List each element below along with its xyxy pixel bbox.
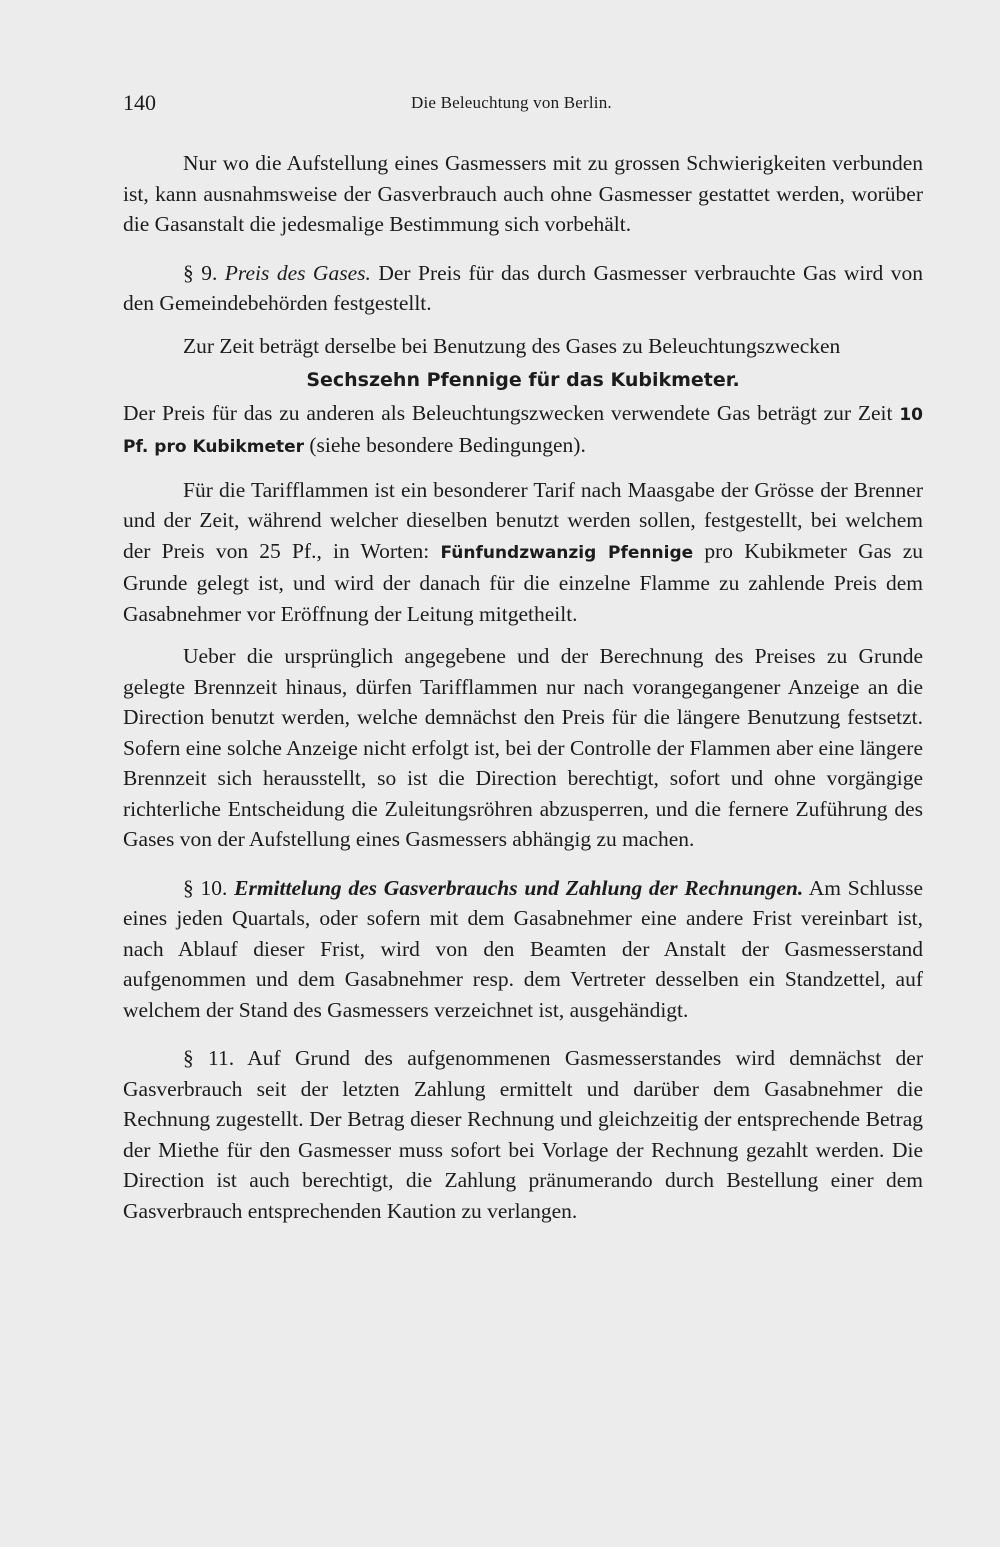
price-per-cubic-meter: 10 Pf. pro Kubikmeter: [123, 404, 924, 457]
paragraph-tariff-flames-text-a: Für die Tarifflammen ist ein besonderer Tarif nach Maasgabe der Grösse der Brenner und der Zeit, während welcher dieselben benutzt werden sollen, festgestellt, bei welchem der Preis von 25 Pf., in Worten:: [123, 477, 923, 563]
section-10-text: Am Schlusse eines jeden Quartals, oder sofern mit dem Gasabnehmer eine andere Frist vereinbart ist, nach Ablauf dieser Frist, wird von den Beamten der Anstalt der Gasmesserstand aufgenommen und dem Gasabnehmer resp. dem Vertreter desselben ein Standzettel, auf welchem der Stand des Gasmessers verzeichnet ist, ausgehändigt.: [123, 875, 924, 1022]
section-11-text: Auf Grund des aufgenommenen Gasmesserstandes wird demnächst der Gasverbrauch seit der letzten Zahlung ermittelt und darüber dem Gasabnehmer die Rechnung zugestellt. Der Betrag dieser Rechnung und gleichzeitig der entsprechende Betrag der Miethe für den Gasmesser muss sofort bei Vorlage der Rechnung gezahlt werden. Die Direction ist auch berechtigt, die Zahlung pränumerando durch Bestellung einer dem Gasverbrauch entsprechenden Kaution zu verlangen.: [123, 1046, 923, 1223]
price-statement: Sechszehn Pfennige für das Kubikmeter.: [306, 369, 740, 391]
paragraph-burn-time: Ueber die ursprünglich angegebene und der Berechnung des Preises zu Grunde gelegte Brennzeit hinaus, dürfen Tarifflammen nur nach vorangegangener Anzeige an die Direction benutzt werden, welche demnächst den Preis für die längere Benutzung festsetzt. Sofern eine solche Anzeige nicht erfolgt ist, bei der Controlle der Flammen aber eine längere Brennzeit sich herausstellt, so ist die Direction berechtigt, sofort und ohne vorgängige richterliche Entscheidung die Zuleitungsröhren abzusperren, und die fernere Zuführung des Gases von der Aufstellung eines Gasmessers abhängig zu machen.: [123, 644, 923, 851]
running-title: Die Beleuchtung von Berlin.: [411, 93, 612, 112]
paragraph-other-purposes-note: (siehe besondere Bedingungen).: [309, 433, 586, 457]
paragraph-other-purposes: [123, 398, 923, 463]
paragraph-gas-meter-exception: Nur wo die Aufstellung eines Gasmessers mit zu grossen Schwierigkeiten verbunden ist, kann ausnahmsweise der Gasverbrauch auch ohne Gasmesser gestattet werden, worüber die Gasanstalt die jedesmalige Bestimmung sich vorbehält.: [123, 151, 923, 236]
section-11-number: § 11.: [183, 1046, 235, 1070]
price-in-words: Fünfundzwanzig Pfennige: [440, 542, 694, 563]
section-9-heading: Preis des Gases.: [224, 260, 371, 285]
paragraph-tariff-flames-text-b: pro Kubikmeter Gas zu Grunde gelegt ist, und wird der danach für die einzelne Flamme zu zahlende Preis dem Gasabnehmer vor Eröffnung der Leitung mitgetheilt.: [123, 538, 924, 626]
section-10-paragraph: [123, 873, 923, 1026]
section-9-paragraph: [123, 258, 923, 319]
section-9-number: § 9.: [183, 260, 218, 285]
section-10-heading: Ermittelung des Gasverbrauchs und Zahlung der Rechnungen.: [234, 875, 804, 900]
body-text: [123, 148, 923, 1226]
paragraph-tariff-flames: [123, 475, 923, 630]
section-10-number: § 10.: [183, 875, 228, 900]
paragraph-current-price: Zur Zeit beträgt derselbe bei Benutzung des Gases zu Beleuchtungszwecken: [183, 333, 841, 358]
section-11-paragraph: [123, 1043, 923, 1226]
page-number: 140: [123, 90, 156, 115]
paragraph-other-purposes-text: Der Preis für das zu anderen als Beleuchtungszwecken verwendete Gas beträgt zur Zeit: [123, 400, 893, 425]
section-9-text: Der Preis für das durch Gasmesser verbrauchte Gas wird von den Gemeindebehörden festgestellt.: [123, 260, 923, 315]
